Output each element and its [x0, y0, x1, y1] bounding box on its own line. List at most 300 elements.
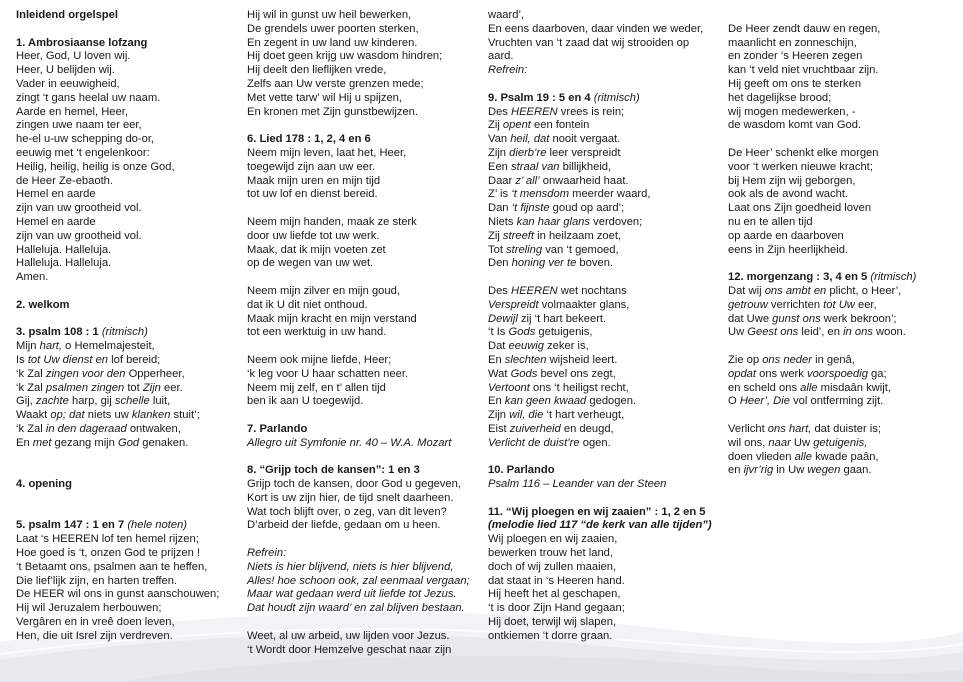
text-line — [728, 285, 960, 299]
text-segment: leer verspreidt — [546, 146, 621, 159]
text-segment: wil ons, — [728, 436, 769, 449]
text-line — [728, 147, 960, 161]
text-segment: Een — [488, 160, 512, 173]
text-segment: Wat toch blijft over, o zeg, van dit leven? — [247, 505, 447, 518]
text-segment: Aarde en hemel, Heer, — [16, 105, 128, 118]
text-segment: zijn van uw grootheid vol. — [16, 202, 142, 215]
text-line — [16, 409, 242, 423]
paragraph-gap — [247, 616, 475, 630]
text-line — [16, 64, 242, 78]
text-line — [488, 326, 724, 340]
text-segment: in heilzaam zoet, — [534, 229, 622, 242]
text-segment: Kort is uw zijn hier, de tijd snelt daarheen. — [247, 491, 454, 504]
text-line — [488, 575, 724, 589]
text-segment: HEEREN — [511, 284, 558, 297]
text-segment: ‘t is door Zijn Hand gegaan; — [488, 602, 625, 615]
text-segment: Geest ons — [747, 326, 799, 339]
text-line — [488, 175, 724, 189]
paragraph-gap — [16, 23, 242, 37]
text-line — [488, 188, 724, 202]
column-1 — [16, 9, 242, 644]
text-line — [16, 437, 242, 451]
text-segment: eeuwig — [508, 340, 544, 353]
text-segment: getuigenis, — [813, 436, 868, 449]
text-line — [16, 106, 242, 120]
text-line — [247, 133, 475, 147]
text-segment: Is — [16, 353, 28, 366]
text-line — [488, 395, 724, 409]
text-line — [488, 64, 724, 78]
section-heading-text: 5. psalm 147 : 1 en 7 — [16, 519, 128, 532]
text-segment: God — [118, 436, 140, 449]
text-segment: ‘k Zal — [16, 381, 46, 394]
text-segment: de duist’re — [528, 436, 580, 449]
text-line — [16, 271, 242, 285]
text-line — [247, 326, 475, 340]
text-segment: Des — [488, 105, 512, 118]
text-line — [247, 464, 475, 478]
text-segment: Psalm 116 – Leander van der Steen — [488, 478, 667, 491]
text-segment: Wij ploegen en wij zaaien, — [488, 533, 618, 546]
text-line — [16, 257, 242, 271]
paragraph-gap — [488, 271, 724, 285]
text-segment: werk bekroon’; — [820, 312, 897, 325]
text-line — [247, 50, 475, 64]
text-block — [488, 9, 724, 78]
text-line — [16, 175, 242, 189]
text-line — [247, 313, 475, 327]
text-line — [488, 257, 724, 271]
text-segment: doen vlieden — [728, 450, 795, 463]
text-line — [16, 478, 242, 492]
text-line — [728, 161, 960, 175]
text-line — [728, 464, 960, 478]
text-block — [728, 23, 960, 133]
text-block — [16, 37, 242, 285]
text-line — [247, 188, 475, 202]
text-block — [247, 133, 475, 202]
text-line — [488, 313, 724, 327]
text-line — [16, 299, 242, 313]
text-segment: (ritmisch) — [593, 91, 640, 104]
text-segment: Allegro uit Symfonie nr. 40 – W.A. Mozart — [247, 436, 452, 449]
text-line — [16, 395, 242, 409]
text-line — [488, 354, 724, 368]
paragraph-gap — [247, 271, 475, 285]
text-segment: Niets is hier blijvend, niets is hier blijvend, — [247, 560, 454, 573]
text-line — [247, 175, 475, 189]
text-segment: eeuwig met ‘t engelenkoor: — [16, 146, 150, 159]
text-segment: zingt ‘t gans heelal uw naam. — [16, 91, 161, 104]
text-segment: Uw — [728, 326, 748, 339]
text-line — [247, 437, 475, 451]
paragraph-gap — [247, 451, 475, 465]
text-line — [728, 395, 960, 409]
text-segment: De Heer zendt dauw en regen, — [728, 22, 881, 35]
text-line — [247, 37, 475, 51]
text-line — [488, 616, 724, 630]
text-segment: op; dat — [50, 409, 85, 422]
text-segment: streeft — [502, 229, 535, 242]
text-segment: kan geen kwaad — [504, 395, 587, 408]
text-line — [247, 244, 475, 258]
text-segment: bevel ons zegt, — [537, 367, 616, 380]
text-segment: HEEREN — [511, 105, 558, 118]
text-segment: Verspreidt — [488, 298, 539, 311]
text-segment: Neem mijn handen, maak ze sterk — [247, 215, 417, 228]
text-segment: Zijn — [142, 381, 161, 394]
text-segment: met — [32, 436, 52, 449]
text-segment: Neem mijn zilver en mijn goud, — [247, 284, 400, 297]
section-heading-text: 2. welkom — [16, 298, 70, 311]
text-segment: Vertoont — [488, 381, 530, 394]
paragraph-gap — [16, 313, 242, 327]
text-segment: opdat — [728, 367, 756, 380]
text-line — [488, 230, 724, 244]
text-segment: De Heer’ schenkt elke morgen — [728, 146, 879, 159]
text-segment: Hij deelt den lieflijken vrede, — [247, 64, 387, 77]
text-block — [488, 285, 724, 451]
text-segment: Neem mijn leven, laat het, Heer, — [247, 146, 407, 159]
paragraph-gap — [728, 409, 960, 423]
text-segment: Halleluja. Halleluja. — [16, 243, 112, 256]
text-line — [728, 368, 960, 382]
text-segment: Heer, U belijden wij. — [16, 64, 115, 77]
text-segment: Van — [488, 133, 511, 146]
text-segment: slechten — [504, 353, 547, 366]
text-line — [728, 230, 960, 244]
text-line — [247, 216, 475, 230]
text-segment: hart, — [39, 340, 63, 353]
text-segment: ga; — [867, 367, 887, 380]
text-line — [488, 409, 724, 423]
text-segment: tot — [124, 381, 143, 394]
paragraph-gap — [488, 78, 724, 92]
text-line — [16, 616, 242, 630]
text-segment: ijvr’rig — [743, 464, 774, 477]
text-line — [247, 519, 475, 533]
text-line — [247, 395, 475, 409]
text-segment: Weet, al uw arbeid, uw lijden voor Jezus. — [247, 629, 450, 642]
text-line — [728, 175, 960, 189]
text-segment: Refrein: — [247, 547, 287, 560]
text-line — [16, 119, 242, 133]
text-line — [16, 326, 242, 340]
text-line — [728, 23, 960, 37]
text-segment: Vruchten van ‘t zaad dat wij strooiden op — [488, 36, 690, 49]
text-segment: volmaakter glans, — [538, 298, 630, 311]
text-segment: En eens daarboven, daar vinden we weder, — [488, 22, 704, 35]
text-line — [247, 285, 475, 299]
text-line — [488, 119, 724, 133]
text-segment: Hij wil Jeruzalem herbouwen; — [16, 602, 162, 615]
text-segment: voorspoedig — [806, 367, 868, 380]
text-segment: En zegent in uw land uw kinderen. — [247, 36, 418, 49]
text-line — [728, 354, 960, 368]
column-2 — [247, 9, 475, 657]
text-segment: dageraad — [79, 422, 127, 435]
text-line — [247, 588, 475, 602]
text-segment: genaken. — [139, 436, 189, 449]
text-segment: Hemel en aarde — [16, 215, 96, 228]
text-segment: gunst ons — [772, 312, 821, 325]
text-segment: naar — [768, 436, 791, 449]
text-segment: ‘t fijnste — [511, 202, 550, 215]
text-segment: alle — [794, 450, 812, 463]
text-block — [728, 147, 960, 257]
text-line — [488, 37, 724, 51]
text-line — [488, 340, 724, 354]
text-block — [247, 216, 475, 271]
text-segment: meerder waard, — [569, 188, 651, 201]
text-segment: aard. — [488, 50, 514, 63]
section-heading-text: 10. Parlando — [488, 464, 555, 477]
section-heading-text: 11. “Wij ploegen en wij zaaien” : 1, 2 en 5 — [488, 505, 706, 518]
paragraph-gap — [728, 257, 960, 271]
text-line — [16, 561, 242, 575]
text-segment: wet nochtans — [557, 284, 627, 297]
text-segment: Z’ is — [488, 188, 512, 201]
text-segment: nu en te allen tijd — [728, 215, 813, 228]
text-line — [247, 478, 475, 492]
text-segment: in Uw — [773, 464, 808, 477]
text-line — [16, 340, 242, 354]
text-block — [16, 299, 242, 313]
paragraph-gap — [247, 202, 475, 216]
text-segment: ‘k Zal — [16, 367, 46, 380]
text-segment: Maar wat gedaan werd uit liefde tot Jezus. — [247, 588, 457, 601]
text-line — [488, 299, 724, 313]
text-line — [247, 64, 475, 78]
text-segment: door uw liefde tot uw werk. — [247, 229, 380, 242]
text-segment: Uw — [790, 436, 814, 449]
text-segment: leid’, en — [798, 326, 844, 339]
text-block — [16, 9, 242, 23]
text-line — [488, 285, 724, 299]
text-segment: bij Hem zijn wij geborgen, — [728, 174, 856, 187]
text-line — [16, 202, 242, 216]
paragraph-gap — [728, 340, 960, 354]
text-segment: ‘t Wordt door Hemzelve geschat naar zijn — [247, 643, 452, 656]
text-segment: boven. — [576, 257, 614, 270]
paragraph-gap — [16, 285, 242, 299]
text-segment: eer. — [160, 381, 183, 394]
text-block — [247, 285, 475, 340]
text-segment: vol ontferming zijt. — [789, 395, 884, 408]
text-segment: en — [728, 464, 744, 477]
text-line — [728, 423, 960, 437]
text-segment: Verlicht — [728, 422, 768, 435]
text-segment: ons ‘t heiligst recht, — [529, 381, 629, 394]
text-segment: de wasdom komt van God. — [728, 119, 862, 132]
text-segment: nooit vergaat. — [549, 133, 621, 146]
text-segment: ‘t hart verheugt, — [543, 409, 625, 422]
text-line — [488, 630, 724, 644]
text-segment: Heer’, Die — [739, 395, 790, 408]
text-segment: Zijn — [488, 409, 510, 422]
column-3 — [488, 9, 724, 644]
paragraph-gap — [247, 119, 475, 133]
text-segment: waard’, — [488, 9, 525, 21]
text-segment: en zonder ‘s Heeren zegen — [728, 50, 863, 63]
text-line — [488, 588, 724, 602]
text-line — [247, 506, 475, 520]
text-segment: Gods — [510, 367, 538, 380]
text-segment: Heilig, heilig, heilig is onze God, — [16, 160, 175, 173]
text-segment: Zijn — [488, 146, 510, 159]
text-segment: dat staat in ‘s Heeren hand. — [488, 574, 625, 587]
text-segment: Maak, dat ik mijn voeten zet — [247, 243, 386, 256]
text-segment: wijsheid leert. — [546, 353, 618, 366]
text-segment: schelle — [114, 395, 150, 408]
text-segment: o Hemelmajesteit, — [62, 340, 155, 353]
text-segment: doch of wij zullen maaien, — [488, 560, 617, 573]
text-segment: plicht, o Heer’, — [826, 284, 902, 297]
text-segment: zachte — [35, 395, 69, 408]
text-segment: Dat houdt zijn waard’ en zal blijven bestaan. — [247, 602, 465, 615]
text-segment: verrichten — [767, 298, 824, 311]
text-line — [247, 630, 475, 644]
text-segment: Zelfs aan Uw verste grenzen mede; — [247, 77, 424, 90]
text-segment: Waakt — [16, 409, 51, 422]
text-segment: Refrein: — [488, 64, 528, 77]
text-segment: z’ all’ — [515, 174, 540, 187]
text-segment: ons neder — [762, 353, 812, 366]
text-segment: zijn van uw grootheid vol. — [16, 229, 142, 242]
text-line — [728, 50, 960, 64]
text-segment: harp, gij — [68, 395, 115, 408]
text-segment: ons hart, — [767, 422, 812, 435]
text-line — [16, 50, 242, 64]
text-segment: Hen, die uit Isrel zijn verdreven. — [16, 629, 173, 642]
text-segment: Den — [488, 257, 512, 270]
text-line — [247, 368, 475, 382]
text-line — [247, 382, 475, 396]
text-segment: Dan — [488, 202, 512, 215]
text-block — [488, 92, 724, 271]
section-heading-text: (melodie lied 117 “de kerk van alle tijden”) — [488, 519, 712, 532]
text-block — [247, 547, 475, 616]
text-segment: alle — [800, 381, 818, 394]
text-line — [16, 382, 242, 396]
text-segment: een fontein — [530, 119, 590, 132]
text-line — [16, 37, 242, 51]
text-segment: Verlicht — [488, 436, 525, 449]
text-block — [247, 630, 475, 658]
text-line — [247, 9, 475, 23]
text-segment: Met vette tarw’ wil Hij u spijzen, — [247, 91, 403, 104]
text-segment: Zie op — [728, 353, 763, 366]
text-line — [488, 437, 724, 451]
text-segment: ons ambt en — [764, 284, 827, 297]
text-segment: Hemel en aarde — [16, 188, 96, 201]
text-block — [247, 9, 475, 119]
text-line — [16, 188, 242, 202]
text-segment: Mijn — [16, 340, 40, 353]
text-line — [247, 257, 475, 271]
text-line — [728, 271, 960, 285]
text-block — [16, 326, 242, 450]
text-line — [16, 602, 242, 616]
text-line — [247, 547, 475, 561]
text-segment: Dewijl — [488, 312, 518, 325]
text-line — [488, 478, 724, 492]
text-segment: Zij — [488, 229, 503, 242]
text-segment: Halleluja. Halleluja. — [16, 257, 112, 270]
text-segment: wij mogen medewerken, - — [728, 105, 856, 118]
text-line — [488, 368, 724, 382]
text-line — [488, 506, 724, 520]
text-segment: Tot — [488, 243, 507, 256]
text-segment: Die lief’lijk zijn, en harten treffen. — [16, 574, 178, 587]
text-segment: wil, die — [509, 409, 544, 422]
text-segment: tot Uw — [823, 298, 855, 311]
text-segment: op aarde en daarboven — [728, 229, 844, 242]
text-line — [16, 9, 242, 23]
section-heading-text: 3. psalm 108 : 1 — [16, 326, 102, 339]
text-block — [728, 423, 960, 478]
text-segment: van ‘t gemoed, — [542, 243, 619, 256]
text-segment: he-el u-uw schepping do-or, — [16, 133, 155, 146]
text-line — [16, 78, 242, 92]
text-line — [16, 368, 242, 382]
text-segment: Maak mijn uren en mijn tijd — [247, 174, 381, 187]
text-segment: Grijp toch de kansen, door God u gegeven, — [247, 478, 461, 491]
text-segment: Dat wij — [728, 284, 765, 297]
text-line — [728, 244, 960, 258]
text-line — [728, 451, 960, 465]
text-segment: kan ‘t veld niet vruchtbaar zijn. — [728, 64, 879, 77]
text-line — [247, 161, 475, 175]
text-segment: maanlicht en zonneschijn, — [728, 36, 857, 49]
text-line — [728, 119, 960, 133]
text-line — [488, 602, 724, 616]
paragraph-gap — [728, 9, 960, 23]
text-segment: Daar — [488, 174, 516, 187]
text-line — [488, 561, 724, 575]
text-segment: zeker is, — [543, 340, 589, 353]
text-segment: dat ik U dit niet onthoud. — [247, 298, 368, 311]
text-segment: straal van — [511, 160, 560, 173]
text-segment: ‘t Is — [488, 326, 509, 339]
text-segment: Dat — [488, 340, 509, 353]
text-segment: Hij doet geen krijg uw wasdom hindren; — [247, 50, 443, 63]
text-block — [16, 478, 242, 492]
text-line — [488, 161, 724, 175]
text-segment: Neem ook mijne liefde, Heer; — [247, 353, 392, 366]
text-segment: gaan. — [840, 464, 872, 477]
text-segment: getuigenis, — [535, 326, 593, 339]
text-segment: En kronen met Zijn gunstbewijzen. — [247, 105, 419, 118]
text-segment: vrees is rein; — [557, 105, 625, 118]
text-segment: tot Uw dienst en — [27, 353, 109, 366]
text-line — [728, 437, 960, 451]
text-segment: Wat — [488, 367, 511, 380]
text-line — [247, 492, 475, 506]
text-line — [247, 147, 475, 161]
text-line — [247, 644, 475, 658]
text-line — [247, 299, 475, 313]
text-segment: En — [488, 353, 505, 366]
text-line — [488, 547, 724, 561]
text-line — [16, 547, 242, 561]
text-segment: ons werk — [756, 367, 807, 380]
text-segment: tot een werktuig in uw hand. — [247, 326, 387, 339]
text-segment: voor ‘t werken nieuwe kracht; — [728, 160, 873, 173]
text-segment: het dagelijkse brood; — [728, 91, 832, 104]
text-line — [488, 202, 724, 216]
section-heading-text: 9. Psalm 19 : 5 en 4 — [488, 91, 594, 104]
